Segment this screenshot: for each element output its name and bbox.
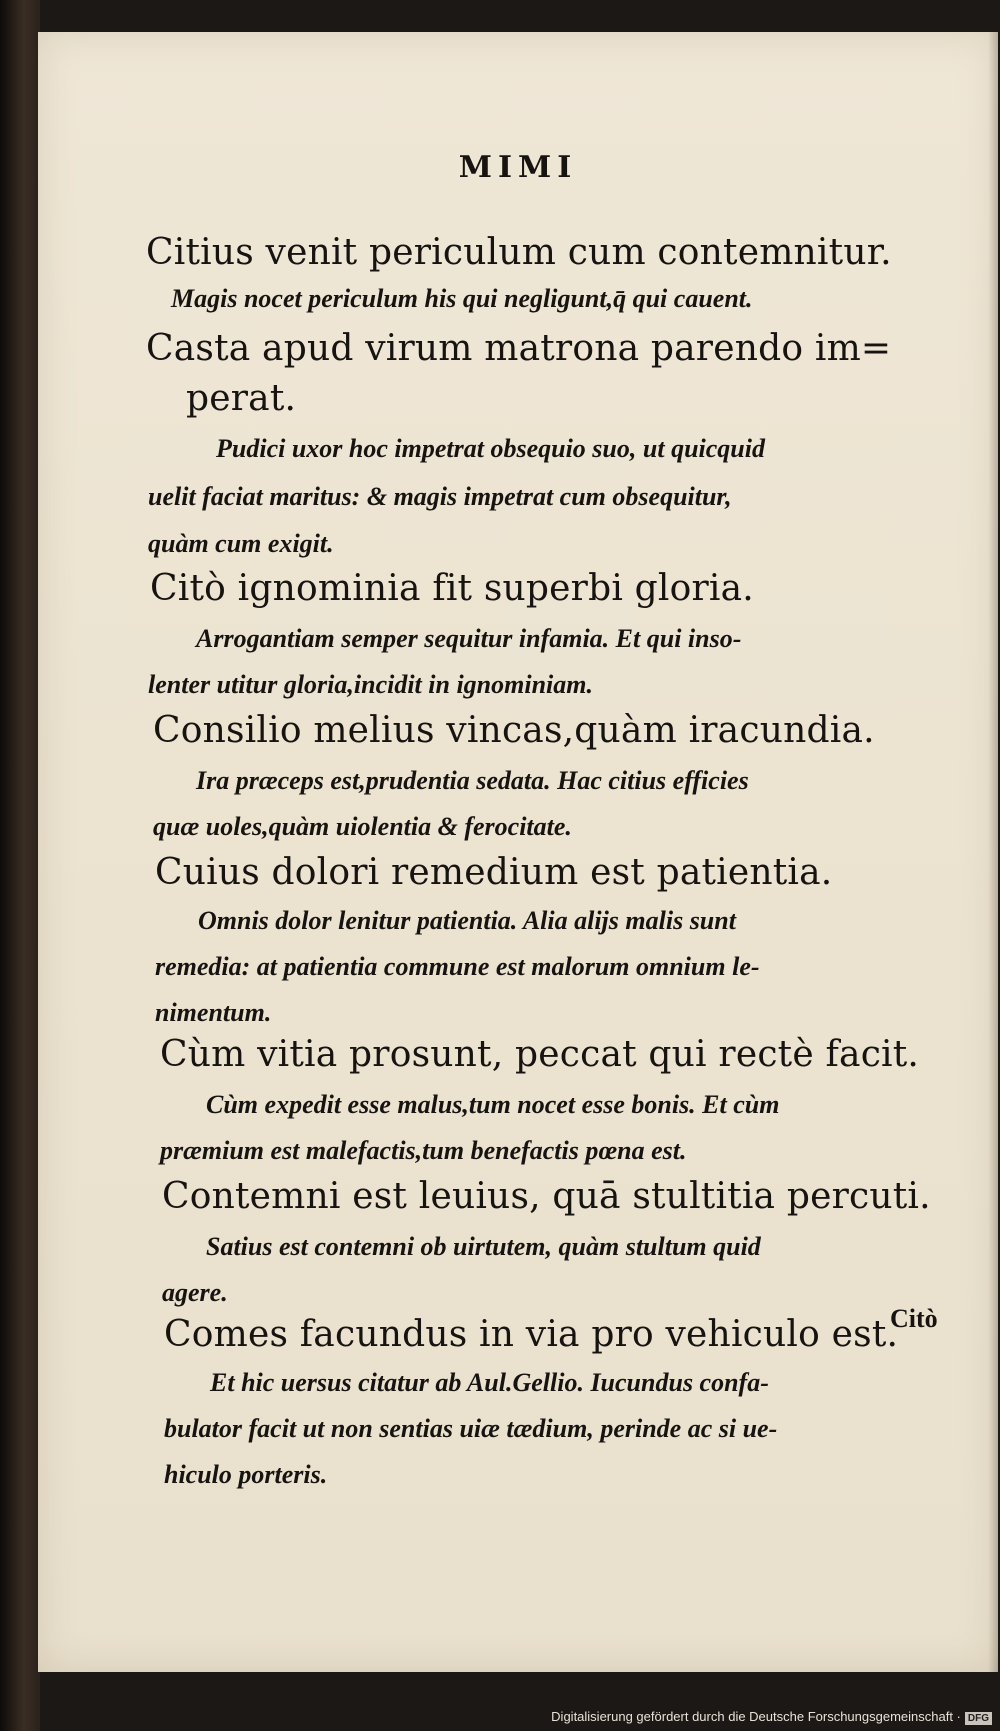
maxim-line: Consilio melius vincas,quàm iracundia.: [153, 710, 875, 751]
scan-border: [0, 0, 40, 1731]
maxim-line: Casta apud virum matrona parendo im=: [146, 328, 892, 369]
book-page: [38, 32, 998, 1672]
comment-line: nimentum.: [155, 998, 272, 1027]
maxim-line: perat.: [186, 378, 297, 419]
comment-line: remedia: at patientia commune est malorum omnium le-: [155, 952, 760, 981]
maxim-line: Contemni est leuius, quā stultitia percuti.: [162, 1176, 931, 1217]
comment-line: agere.: [162, 1278, 228, 1307]
catchword: Citò: [890, 1304, 938, 1333]
comment-line: quàm cum exigit.: [148, 529, 334, 558]
comment-line: Ira præceps est,prudentia sedata. Hac citius efficies: [196, 766, 749, 795]
comment-line: Et hic uersus citatur ab Aul.Gellio. Iucundus confa-: [210, 1368, 769, 1397]
maxim-line: Cuius dolori remedium est patientia.: [155, 852, 833, 893]
comment-line: Omnis dolor lenitur patientia. Alia alijs malis sunt: [198, 906, 736, 935]
comment-line: Satius est contemni ob uirtutem, quàm stultum quid: [206, 1232, 761, 1261]
page-edge: [988, 32, 998, 1672]
comment-line: præmium est malefactis,tum benefactis pœna est.: [160, 1136, 687, 1165]
comment-line: Magis nocet periculum his qui negligunt,q̄ qui cauent.: [171, 284, 753, 313]
dfg-logo: DFG: [965, 1712, 992, 1725]
footer-credit: [551, 1709, 992, 1725]
comment-line: hiculo porteris.: [164, 1460, 328, 1489]
comment-line: quæ uoles,quàm uiolentia & ferocitate.: [153, 812, 572, 841]
comment-line: bulator facit ut non sentias uiæ tædium, perinde ac si ue-: [164, 1414, 778, 1443]
comment-line: Cùm expedit esse malus,tum nocet esse bonis. Et cùm: [206, 1090, 780, 1119]
comment-line: Arrogantiam semper sequitur infamia. Et qui inso-: [196, 624, 742, 653]
maxim-line: Cùm vitia prosunt, peccat qui rectè facit.: [160, 1034, 920, 1075]
maxim-line: Comes facundus in via pro vehiculo est.: [164, 1314, 899, 1355]
maxim-line: Citò ignominia fit superbi gloria.: [150, 568, 754, 609]
comment-line: Pudici uxor hoc impetrat obsequio suo, ut quicquid: [216, 434, 765, 463]
maxim-line: Citius venit periculum cum contemnitur.: [146, 232, 892, 273]
footer-text: Digitalisierung gefördert durch die Deutsche Forschungsgemeinschaft ·: [551, 1709, 961, 1724]
comment-line: lenter utitur gloria,incidit in ignominiam.: [148, 670, 593, 699]
comment-line: uelit faciat maritus: & magis impetrat cum obsequitur,: [148, 482, 732, 511]
running-head: MIMI: [458, 150, 578, 185]
